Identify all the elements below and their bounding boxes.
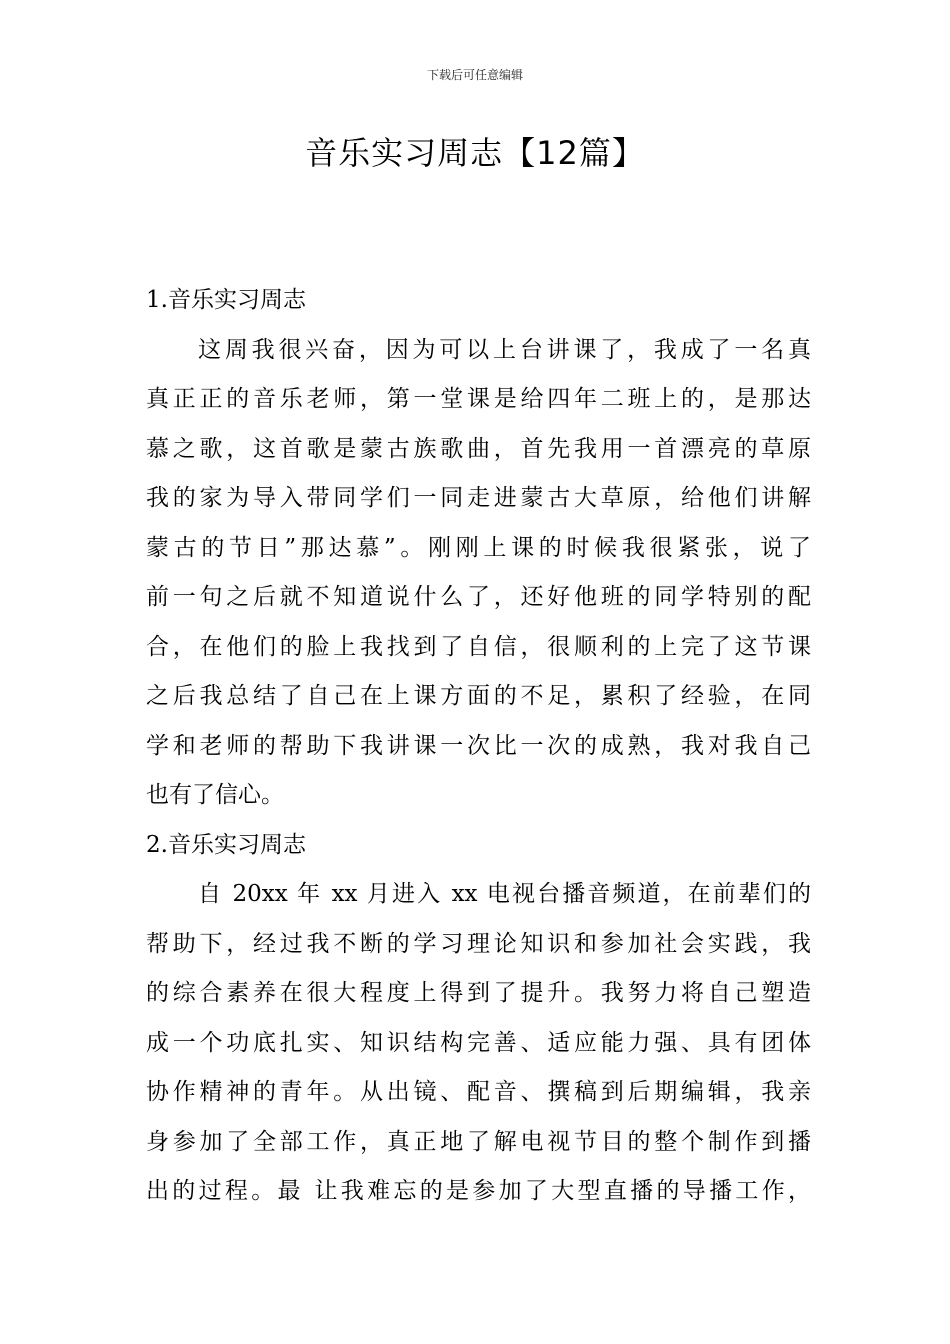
document-title: 音乐实习周志【12篇】	[305, 134, 645, 172]
section-heading: 2.音乐实习周志	[146, 831, 306, 858]
paragraph-line: 学和老师的帮助下我讲课一次比一次的成熟，我对我自己	[146, 732, 811, 759]
paragraph-line: 合，在他们的脸上我找到了自信，很顺利的上完了这节课	[146, 633, 811, 660]
paragraph-line: 成一个功底扎实、知识结构完善、适应能力强、具有团体	[146, 1029, 811, 1056]
section-heading: 1.音乐实习周志	[146, 287, 306, 313]
paragraph-line: 出的过程。最 让我难忘的是参加了大型直播的导播工作，	[146, 1178, 811, 1204]
paragraph-line: 这周我很兴奋，因为可以上台讲课了，我成了一名真	[198, 336, 811, 363]
paragraph-line: 帮助下，经过我不断的学习理论知识和参加社会实践，我	[146, 930, 811, 957]
paragraph-line: 慕之歌，这首歌是蒙古族歌曲，首先我用一首漂亮的草原	[146, 435, 811, 462]
paragraph-line: 真正正的音乐老师，第一堂课是给四年二班上的，是那达	[146, 386, 811, 412]
section-1	[146, 276, 811, 821]
paragraph-line: 协作精神的青年。从出镜、配音、撰稿到后期编辑，我亲	[146, 1079, 811, 1105]
paragraph-line: 身参加了全部工作，真正地了解电视节目的整个制作到播	[146, 1128, 811, 1155]
paragraph-line: 之后我总结了自己在上课方面的不足，累积了经验，在同	[146, 683, 811, 709]
paragraph-line: 蒙古的节日”那达慕”。刚刚上课的时候我很紧张，说了	[146, 534, 811, 561]
paragraph-line: 也有了信心。	[146, 782, 284, 808]
section-2	[146, 821, 811, 1217]
document-body	[146, 276, 811, 1217]
paragraph-line: 自 20xx 年 xx 月进入 xx 电视台播音频道，在前辈们的	[198, 881, 811, 907]
paragraph-line: 前一句之后就不知道说什么了，还好他班的同学特别的配	[146, 584, 811, 610]
paragraph-line: 我的家为导入带同学们一同走进蒙古大草原，给他们讲解	[146, 485, 811, 511]
header-note: 下载后可任意编辑	[426, 68, 523, 82]
paragraph-line: 的综合素养在很大程度上得到了提升。我努力将自己塑造	[146, 980, 811, 1006]
